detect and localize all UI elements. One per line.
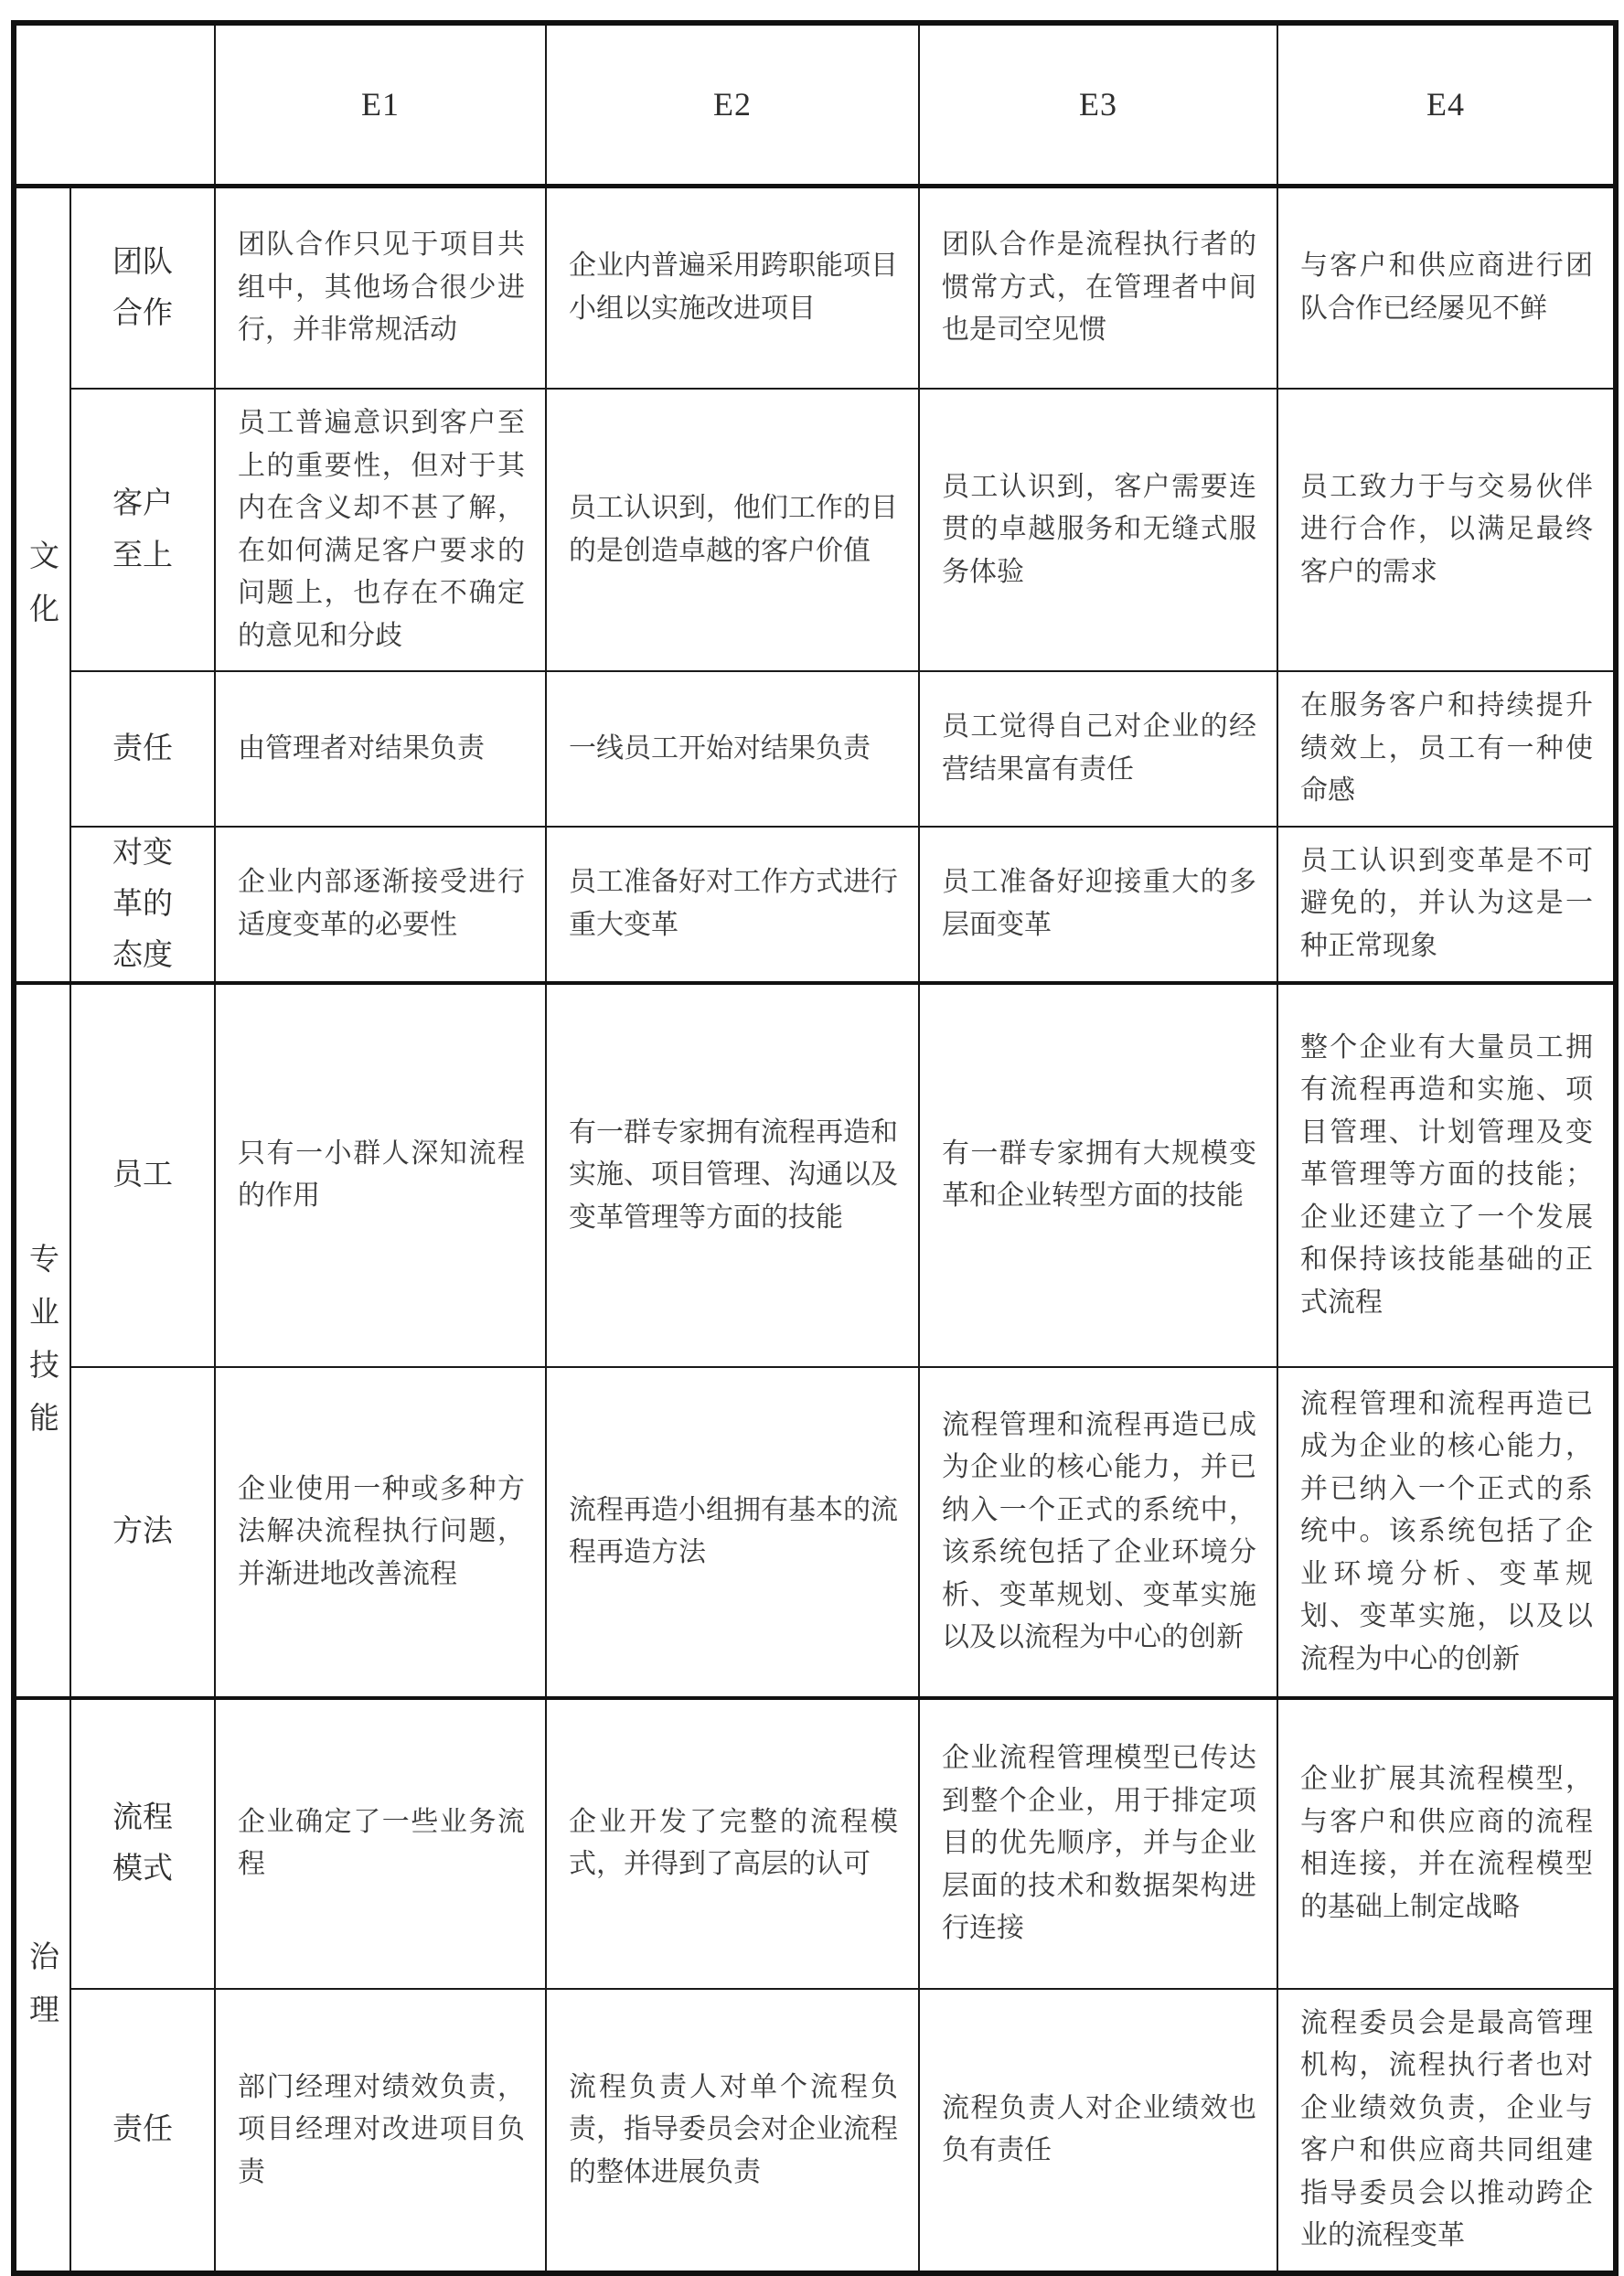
column-header-e1: E1 [215, 23, 546, 186]
table-cell: 企业内普遍采用跨职能项目小组以实施改进项目 [546, 186, 919, 389]
table-cell: 企业开发了完整的流程模式，并得到了高层的认可 [546, 1698, 919, 1989]
group-label-culture: 文化 [14, 186, 70, 983]
table-cell: 流程再造小组拥有基本的流程再造方法 [546, 1367, 919, 1698]
table-cell: 与客户和供应商进行团队合作已经屡见不鲜 [1277, 186, 1616, 389]
table-cell: 员工认识到，他们工作的目的是创造卓越的客户价值 [546, 389, 919, 671]
table-row [14, 827, 1616, 983]
table-cell: 有一群专家拥有流程再造和实施、项目管理、沟通以及变革管理等方面的技能 [546, 983, 919, 1367]
table-row [14, 983, 1616, 1367]
table-cell: 企业确定了一些业务流程 [215, 1698, 546, 1989]
table-row [14, 389, 1616, 671]
row-label: 客户至上 [70, 389, 215, 671]
table-cell: 团队合作只见于项目共组中，其他场合很少进行，并非常规活动 [215, 186, 546, 389]
row-label: 对变革的态度 [70, 827, 215, 983]
table-cell: 企业流程管理模型已传达到整个企业，用于排定项目的优先顺序，并与企业层面的技术和数据架构进行连接 [919, 1698, 1277, 1989]
table-row [14, 1698, 1616, 1989]
row-label: 责任 [70, 671, 215, 827]
row-label: 团队合作 [70, 186, 215, 389]
row-label: 流程模式 [70, 1698, 215, 1989]
column-header-e2: E2 [546, 23, 919, 186]
table-cell: 员工认识到变革是不可避免的，并认为这是一种正常现象 [1277, 827, 1616, 983]
row-label: 方法 [70, 1367, 215, 1698]
header-row [14, 23, 1616, 186]
table-cell: 员工准备好迎接重大的多层面变革 [919, 827, 1277, 983]
maturity-table [11, 20, 1619, 2276]
table-cell: 流程负责人对单个流程负责，指导委员会对企业流程的整体进展负责 [546, 1989, 919, 2273]
table-cell: 企业扩展其流程模型，与客户和供应商的流程相连接，并在流程模型的基础上制定战略 [1277, 1698, 1616, 1989]
table-cell: 流程管理和流程再造已成为企业的核心能力，并已纳入一个正式的系统中。该系统包括了企业环境分析、变革规划、变革实施，以及以流程为中心的创新 [1277, 1367, 1616, 1698]
table-row [14, 186, 1616, 389]
group-label-skills: 专业技能 [14, 983, 70, 1698]
table-cell: 在服务客户和持续提升绩效上，员工有一种使命感 [1277, 671, 1616, 827]
table-row [14, 1367, 1616, 1698]
table-cell: 员工致力于与交易伙伴进行合作，以满足最终客户的需求 [1277, 389, 1616, 671]
column-header-e3: E3 [919, 23, 1277, 186]
table-cell: 一线员工开始对结果负责 [546, 671, 919, 827]
table-cell: 流程管理和流程再造已成为企业的核心能力，并已纳入一个正式的系统中，该系统包括了企业环境分析、变革规划、变革实施以及以流程为中心的创新 [919, 1367, 1277, 1698]
table-cell: 员工普遍意识到客户至上的重要性，但对于其内在含义却不甚了解，在如何满足客户要求的问题上，也存在不确定的意见和分歧 [215, 389, 546, 671]
table-cell: 由管理者对结果负责 [215, 671, 546, 827]
table-cell: 员工认识到，客户需要连贯的卓越服务和无缝式服务体验 [919, 389, 1277, 671]
table-cell: 企业使用一种或多种方法解决流程执行问题，并渐进地改善流程 [215, 1367, 546, 1698]
row-label: 员工 [70, 983, 215, 1367]
table-cell: 只有一小群人深知流程的作用 [215, 983, 546, 1367]
table-cell: 部门经理对绩效负责，项目经理对改进项目负责 [215, 1989, 546, 2273]
table-cell: 企业内部逐渐接受进行适度变革的必要性 [215, 827, 546, 983]
table-cell: 整个企业有大量员工拥有流程再造和实施、项目管理、计划管理及变革管理等方面的技能；企业还建立了一个发展和保持该技能基础的正式流程 [1277, 983, 1616, 1367]
table-cell: 有一群专家拥有大规模变革和企业转型方面的技能 [919, 983, 1277, 1367]
table-cell: 员工觉得自己对企业的经营结果富有责任 [919, 671, 1277, 827]
table-cell: 员工准备好对工作方式进行重大变革 [546, 827, 919, 983]
table-cell: 团队合作是流程执行者的惯常方式，在管理者中间也是司空见惯 [919, 186, 1277, 389]
header-empty-cell [14, 23, 215, 186]
column-header-e4: E4 [1277, 23, 1616, 186]
table-cell: 流程负责人对企业绩效也负有责任 [919, 1989, 1277, 2273]
table-row [14, 1989, 1616, 2273]
group-label-governance: 治理 [14, 1698, 70, 2273]
table-cell: 流程委员会是最高管理机构，流程执行者也对企业绩效负责，企业与客户和供应商共同组建指导委员会以推动跨企业的流程变革 [1277, 1989, 1616, 2273]
row-label: 责任 [70, 1989, 215, 2273]
table-row [14, 671, 1616, 827]
